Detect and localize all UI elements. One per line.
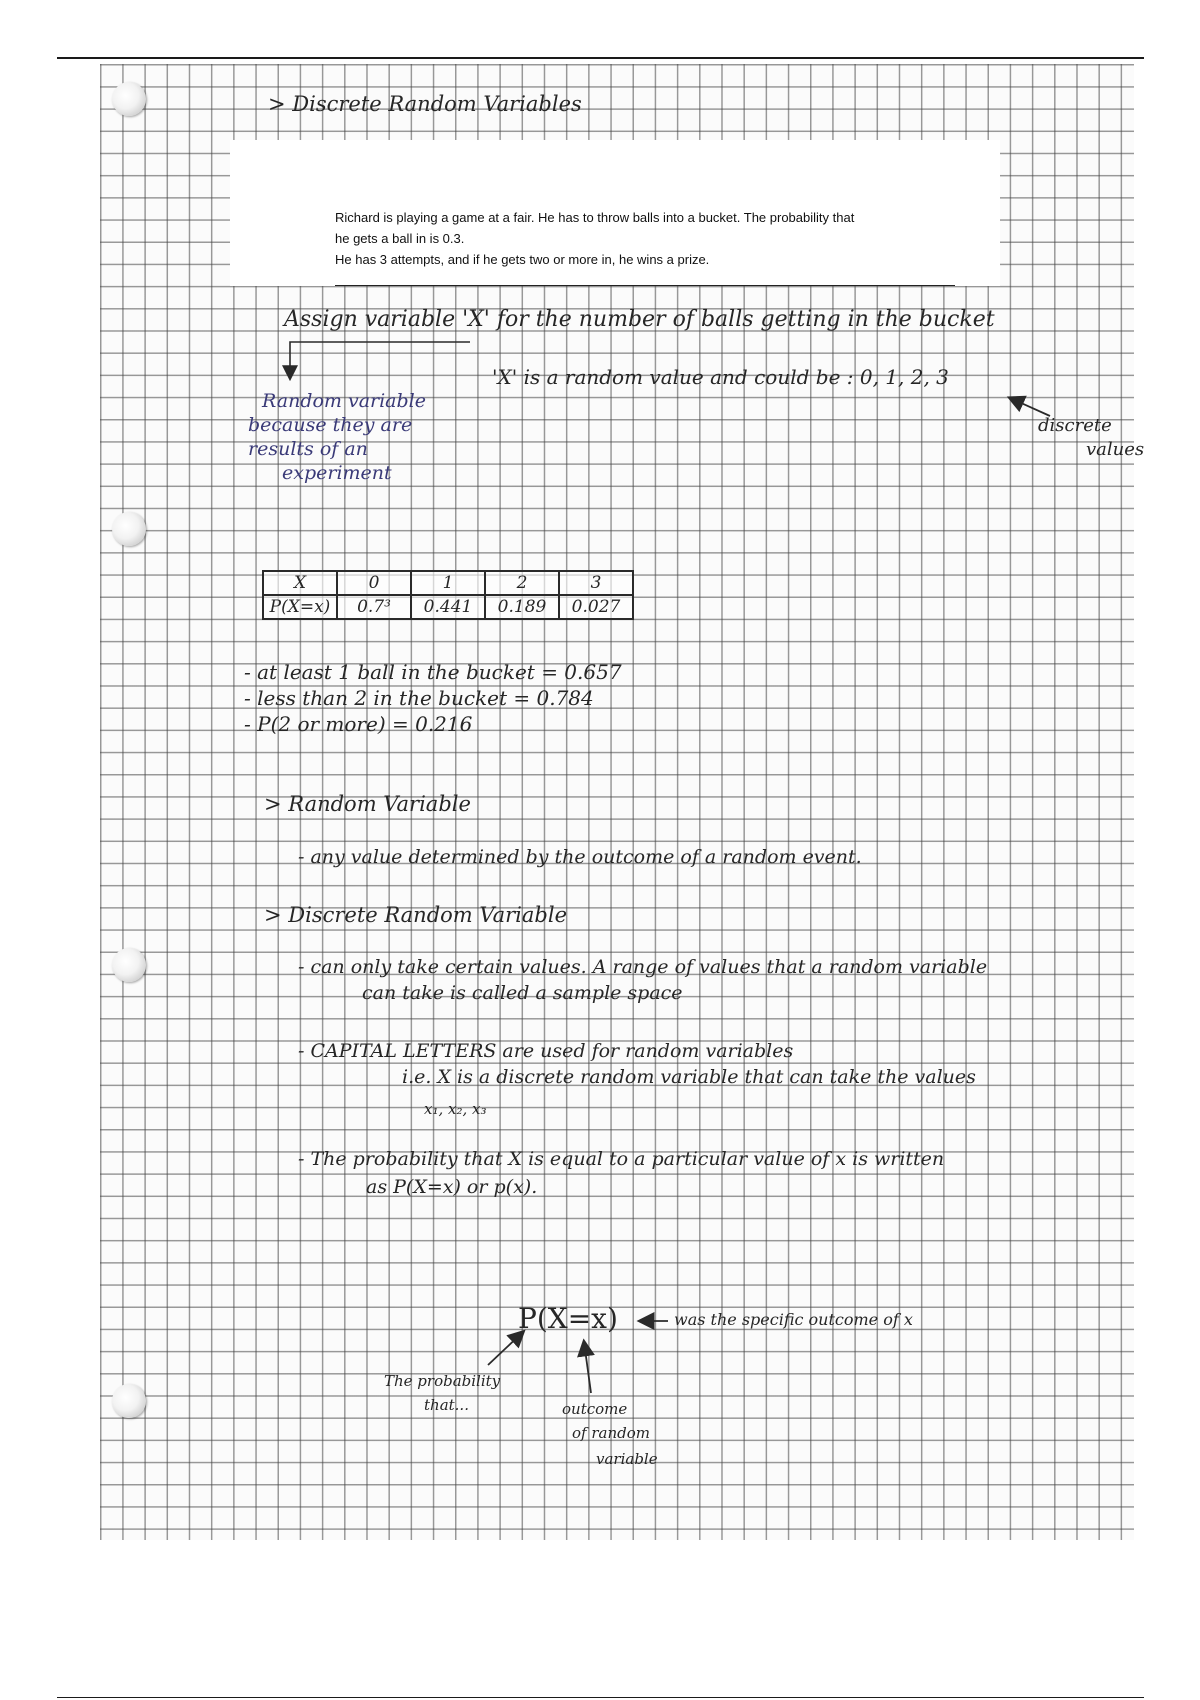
table-header-row	[263, 571, 633, 595]
drv-point-1-line-1: - can only take certain values. A range of values that a random variable	[298, 956, 988, 978]
table-cell: 0.7³	[337, 595, 411, 619]
heading-random-variable: > Random Variable	[264, 792, 471, 816]
drv-point-1-line-2: can take is called a sample space	[362, 982, 683, 1004]
table-cell: 1	[411, 571, 485, 595]
note-line: results of an	[248, 438, 368, 460]
result-line: - at least 1 ball in the bucket = 0.657	[244, 660, 622, 684]
drv-point-2-line-3: x₁, x₂, x₃	[424, 1100, 487, 1118]
problem-line-2: he gets a ball in is 0.3.	[335, 231, 465, 246]
heading-discrete-random-variable: > Discrete Random Variable	[264, 903, 568, 927]
table-cell: P(X=x)	[263, 595, 337, 619]
problem-line-1: Richard is playing a game at a fair. He has to throw balls into a bucket. The probability that	[335, 210, 855, 225]
bracket-arrow	[290, 342, 470, 378]
discrete-arrow	[1010, 398, 1050, 416]
drv-point-2-line-1: - CAPITAL LETTERS are used for random variables	[298, 1040, 794, 1062]
label-line: outcome	[562, 1400, 628, 1418]
result-line: - P(2 or more) = 0.216	[244, 712, 473, 736]
probability-arrow	[488, 1332, 523, 1365]
outcome-arrow	[584, 1342, 591, 1393]
probability-table	[262, 570, 634, 620]
label-line: variable	[596, 1450, 658, 1468]
result-line: - less than 2 in the bucket = 0.784	[244, 686, 594, 710]
table-cell: 0.189	[485, 595, 559, 619]
label-line: of random	[572, 1424, 650, 1442]
problem-line-3: He has 3 attempts, and if he gets two or more in, he wins a prize.	[335, 252, 710, 267]
specific-outcome-label: was the specific outcome of x	[674, 1310, 913, 1329]
table-cell: 0.027	[559, 595, 633, 619]
note-line: Random variable	[262, 390, 426, 412]
drv-point-3-line-2: as P(X=x) or p(x).	[366, 1176, 538, 1198]
label-line: The probability	[384, 1372, 501, 1390]
x-random-value-text: 'X' is a random value and could be : 0, 1, 2, 3	[492, 365, 949, 389]
drv-point-3-line-1: - The probability that X is equal to a particular value of x is written	[298, 1148, 945, 1170]
random-variable-definition: - any value determined by the outcome of a random event.	[298, 846, 862, 868]
assign-variable-text: Assign variable 'X' for the number of balls getting in the bucket	[284, 307, 995, 332]
table-cell: X	[263, 571, 337, 595]
table-row	[263, 595, 633, 619]
table-cell: 2	[485, 571, 559, 595]
heading-discrete-random-variables: > Discrete Random Variables	[268, 92, 582, 116]
note-line: discrete	[1038, 415, 1112, 436]
drv-point-2-line-2: i.e. X is a discrete random variable that can take the values	[402, 1066, 976, 1088]
table-cell: 0	[337, 571, 411, 595]
probability-formula: P(X=x)	[518, 1302, 618, 1335]
table-cell: 0.441	[411, 595, 485, 619]
table-cell: 3	[559, 571, 633, 595]
note-line: experiment	[282, 462, 392, 484]
label-line: that...	[424, 1396, 469, 1414]
note-line: because they are	[248, 414, 413, 436]
note-line: values	[1086, 439, 1145, 460]
